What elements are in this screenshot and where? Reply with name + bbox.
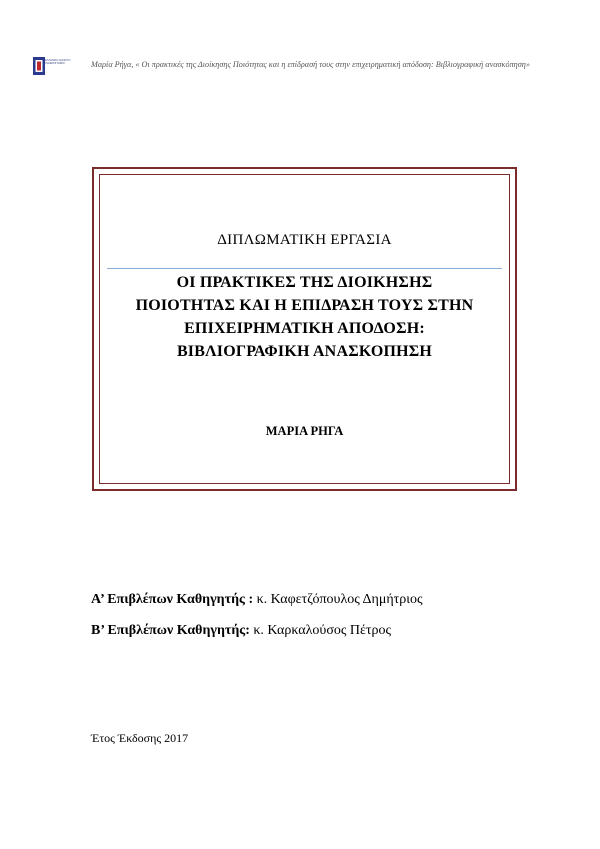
- title-frame: [92, 167, 517, 491]
- supervisor-role: Β’ Επιβλέπων Καθηγητής:: [91, 623, 250, 638]
- supervisor-role: Α’ Επιβλέπων Καθηγητής :: [91, 592, 254, 607]
- thesis-title-line: ΠΟΙΟΤΗΤΑΣ ΚΑΙ Η ΕΠΙΔΡΑΣΗ ΤΟΥΣ ΣΤΗΝ: [135, 297, 474, 314]
- page-header: [33, 57, 573, 87]
- first-supervisor: [91, 592, 423, 608]
- publication-year: Έτος Έκδοσης 2017: [91, 731, 189, 745]
- thesis-title-line: ΟΙ ΠΡΑΚΤΙΚΕΣ ΤΗΣ ΔΙΟΙΚΗΣΗΣ: [176, 274, 433, 291]
- author-name: ΜΑΡΙΑ ΡΗΓΑ: [265, 424, 344, 438]
- running-header-text: Μαρία Ρήγα, « Οι πρακτικές της Διοίκησης Ποιότητας και η επίδρασή τους στην επιχειρηματική απόδοση: Βιβλιογραφική ανασκόπηση»: [91, 60, 530, 69]
- supervisor-name: κ. Καφετζόπουλος Δημήτριος: [253, 592, 423, 607]
- thesis-title-line: ΒΙΒΛΙΟΓΡΑΦΙΚΗ ΑΝΑΣΚΟΠΗΣΗ: [176, 343, 433, 360]
- supervisor-name: κ. Καρκαλούσος Πέτρος: [249, 623, 392, 638]
- title-divider: [107, 268, 502, 269]
- university-logo: [33, 57, 75, 79]
- thesis-title: [104, 271, 505, 363]
- thesis-label: ΔΙΠΛΩΜΑΤΙΚΗ ΕΡΓΑΣΙΑ: [217, 232, 392, 248]
- logo-text: ΕΛΛΗΝΙΚΟ ΑΝΟΙΚΤΟ ΠΑΝΕΠΙΣΤΗΜΙΟ: [45, 59, 71, 66]
- second-supervisor: [91, 623, 391, 639]
- thesis-title-line: ΕΠΙΧΕΙΡΗΜΑΤΙΚΗ ΑΠΟΔΟΣΗ:: [184, 320, 425, 337]
- logo-emblem-icon: [33, 57, 45, 75]
